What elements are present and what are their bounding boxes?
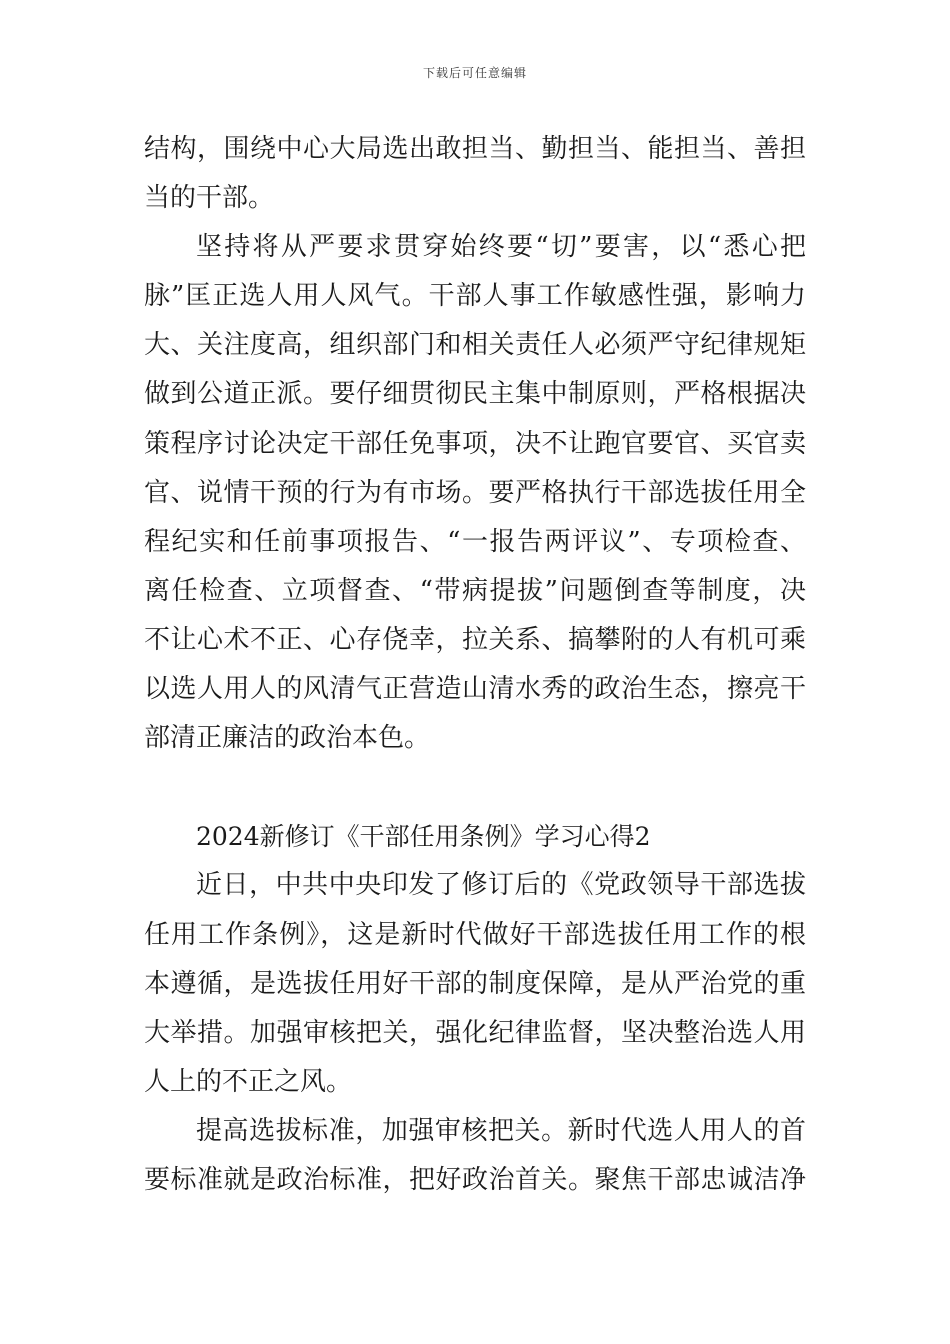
page-header-note: 下载后可任意编辑 — [422, 66, 527, 80]
text-line: 脉”匡正选人用人风气。干部人事工作敏感性强，影响力 — [144, 281, 806, 312]
text-line: 大举措。加强审核把关，强化纪律监督，坚决整治选人用 — [144, 1017, 806, 1048]
section-heading: 2024新修订《干部任用条例》学习心得2 — [196, 822, 651, 852]
text-line: 本遵循，是选拔任用好干部的制度保障，是从严治党的重 — [144, 968, 806, 999]
paragraph-first-line: 近日，中共中央印发了修订后的《党政领导干部选拔 — [196, 870, 806, 901]
text-line: 任用工作条例》，这是新时代做好干部选拔任用工作的根 — [144, 919, 806, 950]
text-line: 做到公道正派。要仔细贯彻民主集中制原则，严格根据决 — [144, 379, 806, 410]
text-line: 以选人用人的风清气正营造山清水秀的政治生态，擦亮干 — [144, 674, 806, 705]
text-line: 官、说情干预的行为有市场。要严格执行干部选拔任用全 — [144, 477, 806, 508]
text-line: 不让心术不正、心存侥幸，拉关系、搞攀附的人有机可乘 — [144, 624, 806, 655]
text-line: 离任检查、立项督查、“带病提拔”问题倒查等制度，决 — [144, 575, 806, 606]
blank-line — [144, 763, 806, 812]
text-line: 部清正廉洁的政治本色。 — [144, 723, 431, 754]
text-line: 人上的不正之风。 — [144, 1066, 353, 1097]
text-line: 要标准就是政治标准，把好政治首关。聚焦干部忠诚洁净 — [144, 1164, 806, 1195]
paragraph-first-line: 坚持将从严要求贯穿始终要“切”要害，以“悉心把 — [196, 232, 806, 263]
document-body — [144, 125, 806, 1205]
text-line: 策程序讨论决定干部任免事项，决不让跑官要官、买官卖 — [144, 428, 806, 459]
text-line: 当的干部。 — [144, 183, 275, 214]
text-line: 结构，围绕中心大局选出敢担当、勤担当、能担当、善担 — [144, 134, 806, 164]
text-line: 程纪实和任前事项报告、“一报告两评议”、专项检查、 — [144, 526, 806, 557]
text-line: 大、关注度高，组织部门和相关责任人必须严守纪律规矩 — [144, 330, 806, 361]
paragraph-first-line: 提高选拔标准，加强审核把关。新时代选人用人的首 — [196, 1115, 806, 1146]
